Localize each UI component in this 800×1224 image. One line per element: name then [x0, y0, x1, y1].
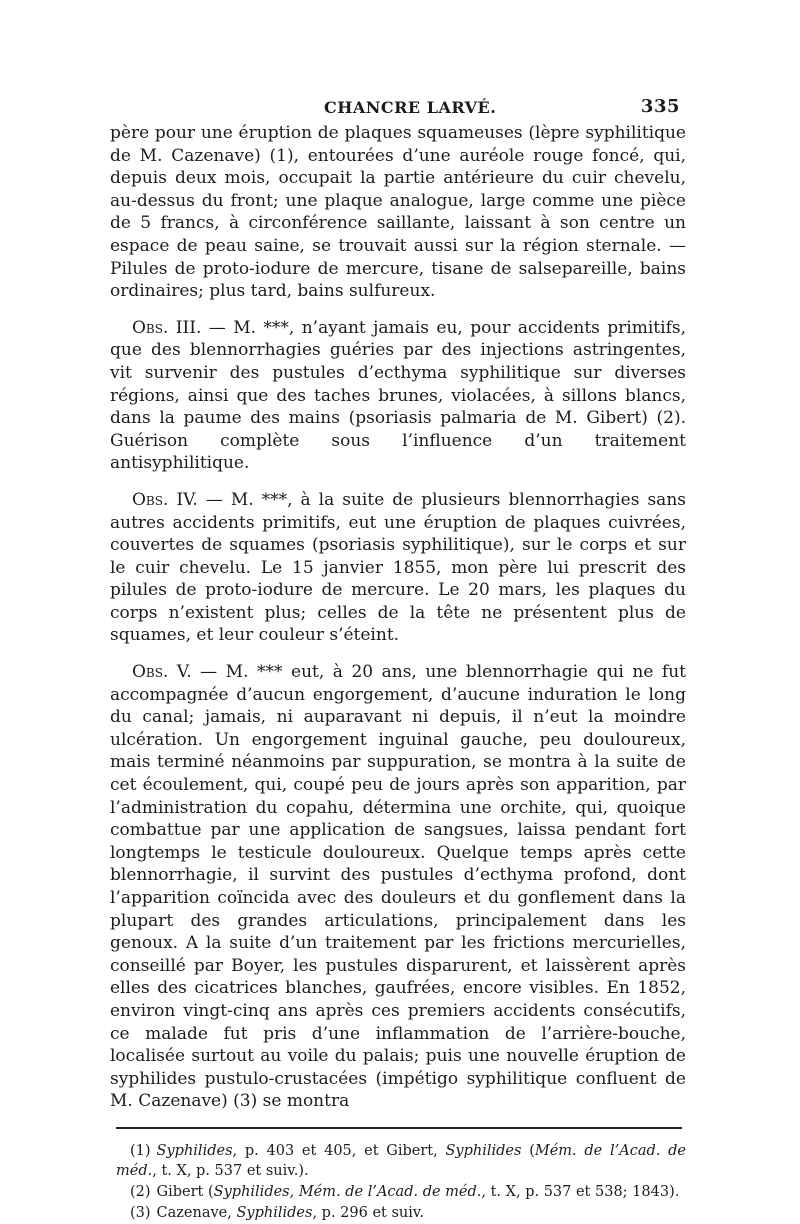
footnote-divider — [116, 1127, 682, 1129]
footnote-3 — [116, 1203, 686, 1223]
book-page — [110, 96, 686, 1224]
paragraph-text: — M. ***, n’ayant jamais eu, pour accidents primitifs, que des blennorrhagies guéries par des injections astringentes, vit survenir des pustules d’ecthyma syphilitique sur diverses régions, ainsi que des taches brunes, violacées, à sillons blancs, dans la paume des mains (psoriasis palmaria de M. Gibert) (2). Guérison complète sous l’influence d’un traitement antisyphilitique. — [110, 317, 686, 474]
running-head — [110, 96, 686, 122]
footnote-text: Gibert (Syphilides, Mém. de l’Acad. de méd., t. X, p. 537 et 538; 1843). — [156, 1183, 680, 1200]
footnote-1 — [116, 1141, 686, 1181]
paragraph-text: père pour une éruption de plaques squameuses (lèpre syphilitique de M. Cazenave) (1), entourées d’une auréole rouge foncé, qui, depuis deux mois, occupait la partie antérieure du cuir chevelu, au-dessus du front; une plaque analogue, large comme une pièce de 5 francs, à circonférence saillante, laissant à son centre un espace de peau saine, se trouvait aussi sur la région sternale. — Pilules de proto-iodure de mercure, tisane de salsepareille, bains ordinaires; plus tard, bains sulfureux. — [110, 123, 686, 302]
observation-label: Obs. III. — [132, 317, 202, 338]
page-number: 335 — [640, 96, 680, 117]
footnote-text: Cazenave, Syphilides, p. 296 et suiv. — [156, 1204, 424, 1221]
paragraph-continuation — [110, 122, 686, 303]
observation-3 — [110, 317, 686, 475]
observation-label: Obs. IV. — [132, 489, 198, 510]
observation-label: Obs. V. — [132, 662, 192, 683]
footnote-number: (2) — [130, 1183, 151, 1200]
footnote-2 — [116, 1182, 686, 1202]
running-title: CHANCRE LARVÉ. — [324, 98, 497, 117]
observation-5 — [110, 661, 686, 1113]
paragraph-text: — M. ***, à la suite de plusieurs blennorrhagies sans autres accidents primitifs, eut une éruption de plaques cuivrées, couvertes de squames (psoriasis syphilitique), sur le corps et sur le cuir chevelu. Le 15 janvier 1855, mon père lui prescrit des pilules de proto-iodure de mercure. Le 20 mars, les plaques du corps n’existent plus; celles de la tête ne présentent plus de squames, et leur couleur s’éteint. — [110, 489, 686, 646]
footnote-number: (1) — [130, 1142, 151, 1159]
observation-4 — [110, 489, 686, 647]
paragraph-text: — M. *** eut, à 20 ans, une blennorrhagie qui ne fut accompagnée d’aucun engorgement, d’aucune induration le long du canal; jamais, ni auparavant ni depuis, il n’eut la moindre ulcération. Un engorgement inguinal gauche, peu douloureux, mais terminé néanmoins par suppuration, se montra à la suite de cet écoulement, qui, coupé peu de jours après son apparition, par l’administration du copahu, détermina une orchite, qui, quoique combattue par une application de sangsues, laissa pendant fort longtemps le testicule douloureux. Quelque temps après cette blennorrhagie, il survint des pustules d’ecthyma profond, dont l’apparition coïncida avec des douleurs et du gonflement dans la plupart des grandes articulations, principalement dans les genoux. A la suite d’un traitement par les frictions mercurielles, conseillé par Boyer, les pustules disparurent, et laissèrent après elles des cicatrices blanches, gaufrées, encore visibles. En 1852, environ vingt-cinq ans après ces premiers accidents consécutifs, ce malade fut pris d’une inflammation de l’arrière-bouche, localisée surtout au voile du palais; puis une nouvelle éruption de syphilides pustulo-crustacées (impétigo syphilitique confluent de M. Cazenave) (3) se montra — [110, 662, 686, 1112]
body-text — [110, 122, 686, 1113]
footnote-text: Syphilides, p. 403 et 405, et Gibert, Syphilides (Mém. de l’Acad. de méd., t. X, p. 537 et suiv.). — [116, 1142, 686, 1179]
footnote-number: (3) — [130, 1204, 151, 1221]
footnotes — [110, 1141, 686, 1223]
